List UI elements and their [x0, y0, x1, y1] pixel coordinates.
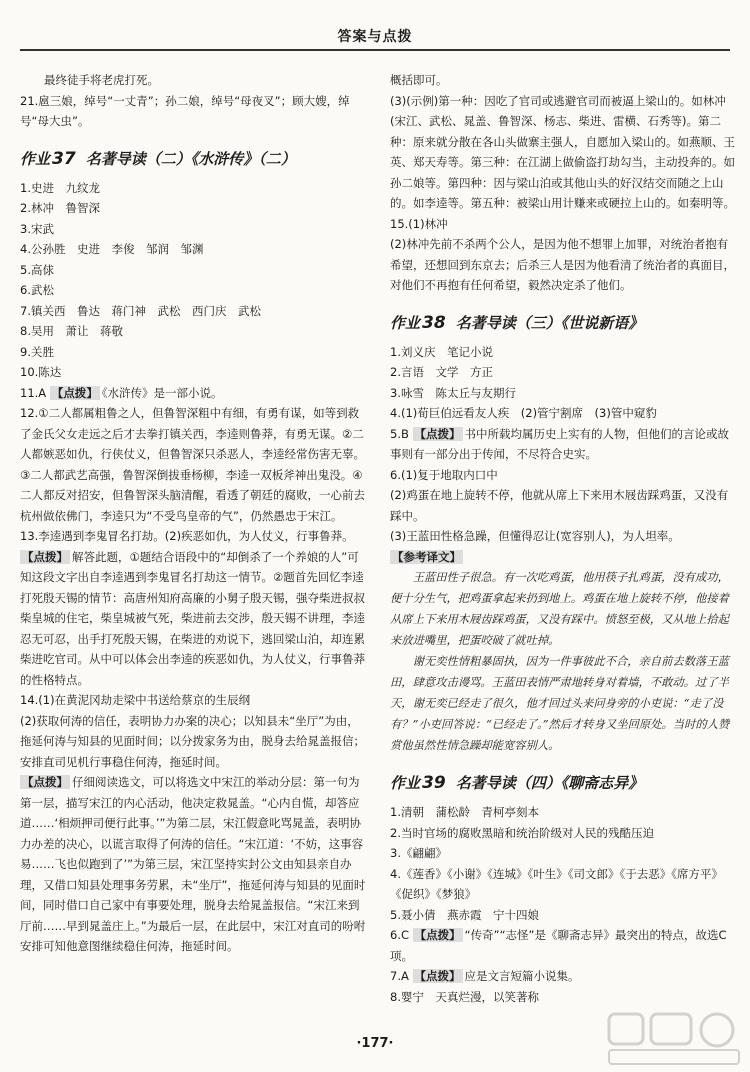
answer-item-6: 6.(1)复于地取内口中 — [390, 467, 498, 482]
section-number: 38 — [422, 312, 446, 333]
answer-item: 8.吴用 萧让 蒋敬 — [20, 324, 123, 338]
right-column — [390, 70, 735, 1007]
tip-badge: 【点拨】 — [414, 928, 461, 942]
tip-badge: 【点拨】 — [51, 385, 98, 400]
answer-choice: 7.A — [390, 969, 409, 983]
left-pre-line: 21.扈三娘，绰号“一丈青”；孙二娘，绰号“母夜叉”；顾大嫂，绰号“母大虫”。 — [20, 93, 350, 128]
page-header-title: 答案与点拨 — [337, 29, 413, 45]
answer-item: 7.镇关西 鲁达 蒋门神 武松 西门庆 武松 — [20, 303, 261, 318]
tip-text: 仔细阅读选文，可以将选文中宋江的举动分层：第一句为第一层，描写宋江的内心活动，他决定救晁盖。“心内自慌，却答应道……‘相烦押司便行此事。’”为第二层，宋江假意叱骂晁盖，表明协力办差的决心，以谎言取得了何涛的信任。“宋江道：‘不妨，这事容易……飞也似跑到了’”为第三层，宋江坚持实封公文由知县亲自办理，又借口知县处理事务劳累，未“坐厅”，拖延何涛与知县的见面时间，同时借口自己家中有事要处理，脱身去给晁盖报信。“宋江来到厅前……早到晁盖庄上。”为最后一层，在此层中，宋江对直司的吩咐安排可知他意图继续稳住何涛，拖延时间。 — [20, 775, 366, 953]
tip-badge: 【点拨】 — [22, 775, 68, 789]
section-heading: 名著导读（二）《水浒传》（二） — [85, 149, 296, 168]
answer-item: 6.武松 — [20, 283, 54, 297]
answer-item: 4.《莲香》《小谢》《连城》《叶生》《司文郎》《于去恶》《席方平》《促织》《梦狼》 — [390, 866, 723, 901]
answer-item-5 — [390, 424, 735, 465]
answer-item-13: 13.李逵遇到李鬼冒名打劫。(2)疾恶如仇，为人仗义，行事鲁莽。 — [20, 529, 354, 543]
section-label: 作业 — [390, 313, 421, 332]
answer-item: 2.林冲 鲁智深 — [20, 201, 100, 215]
header-rule — [20, 49, 730, 51]
answer-item: 2.言语 文学 方正 — [390, 365, 493, 379]
answer-item-7 — [390, 966, 735, 987]
answer-item: 4.公孙胜 史进 李俊 邹润 邹渊 — [20, 242, 204, 256]
tip-text: “传奇”“志怪”是《聊斋志异》最突出的特点，故选C项。 — [390, 928, 727, 963]
right-pre-line: (2)林冲先前不杀两个公人，是因为他不想罪上加罪，对统治者抱有希望，还想回到东京去；后杀三人是因为他看清了统治者的真面目，对他们不再抱有任何希望，毅然决定杀了他们。 — [390, 237, 735, 292]
answer-item-14-2: (2)获取何涛的信任，表明协力办案的决心；以知县未“坐厅”为由，拖延何涛与知县的见面时间；以分拨家务为由，脱身去给晁盖报信；安排直司见机行事稳住何涛，拖延时间。 — [20, 713, 365, 769]
answer-item-6: (2)鸡蛋在地上旋转不停，他就从席上下来用木屐齿踩鸡蛋，又没有踩中。 — [390, 488, 729, 523]
answer-item: 3.咏雪 陈太丘与友期行 — [390, 385, 516, 400]
section-heading: 名著导读（三）《世说新语》 — [455, 313, 644, 332]
answer-item-8: 8.婴宁 天真烂漫，以笑著称 — [390, 989, 539, 1004]
answer-item: 4.(1)荀巨伯远看友人疾 (2)管宁割席 (3)管中窥豹 — [390, 406, 657, 420]
translation-text — [390, 567, 735, 756]
answer-choice: 6.C — [390, 928, 410, 942]
section-title-38 — [390, 312, 735, 334]
left-pre-line: 最终徒手将老虎打死。 — [44, 73, 159, 87]
answer-item: 2.当时官场的腐败黑暗和统治阶级对人民的残酷压迫 — [390, 825, 654, 840]
answer-choice: 11.A — [20, 385, 47, 400]
answer-tip-14 — [20, 772, 370, 957]
right-pre-line: 概括即可。 — [390, 73, 448, 87]
answer-item-6: (3)王蓝田性格急躁，但懂得忍让(宽容别人)，为人坦率。 — [390, 529, 680, 543]
page-number: ·177· — [356, 1036, 394, 1051]
watermark-logo-icon — [605, 1010, 745, 1068]
answer-item: 1.刘义庆 笔记小说 — [390, 344, 493, 359]
tip-badge: 【点拨】 — [414, 969, 461, 983]
page-header — [0, 0, 750, 54]
tip-text: 《水浒传》是一部小说。 — [101, 385, 223, 400]
answer-item: 5.高俅 — [20, 262, 54, 277]
answer-item-6c — [390, 925, 735, 966]
tip-text: 解答此题，①题结合语段中的“却倒杀了一个养娘的人”可知这段文字出自李逵遇到李鬼冒名打劫这一情节。②题首先回忆李逵打死殷天锡的情节：高唐州知府高廉的小舅子殷天锡，强夺柴进叔叔柴皇城的住宅，柴皇城被气死，柴进前去交涉，殷天锡不讲理，李逵忍无可忍，出手打死殷天锡，在柴进的劝说下，逃回梁山泊，却连累柴进吃官司。从中可以体会出李逵的疾恶如仇，为人仗义，行事鲁莽的性格特点。 — [20, 549, 365, 687]
tip-badge: 【参考译文】 — [392, 549, 461, 564]
translation-paragraph: 王蓝田性子很急。有一次吃鸡蛋，他用筷子扎鸡蛋，没有成功，便十分生气，把鸡蛋拿起来扔到地上。鸡蛋在地上旋转不停，他接着从席上下来用木屐齿踩鸡蛋，又没有踩中。愤怒至极，又从地上拾起来放进嘴里，把蛋咬破了就吐掉。 — [390, 571, 729, 647]
left-column — [20, 70, 370, 957]
answer-item-11 — [20, 383, 370, 404]
answer-tip-13 — [20, 547, 370, 691]
answer-item: 1.史进 九纹龙 — [20, 180, 100, 195]
translation-paragraph: 谢无奕性情粗暴固执，因为一件事彼此不合，亲自前去数落王蓝田，肆意攻击谩骂。王蓝田表情严肃地转身对着墙，不敢动。过了半天，谢无奕已经走了很久，他才回过头来问身旁的小吏说：“走了没有？”小吏回答说：“已经走了。”然后才转身又坐回原处。当时的人赞赏他虽然性情急躁却能宽容别人。 — [390, 655, 730, 752]
answer-item: 10.陈达 — [20, 365, 62, 379]
right-pre-line: 15.(1)林冲 — [390, 216, 448, 231]
answer-item: 3.《翩翩》 — [390, 846, 447, 860]
answer-item: 5.聂小倩 燕赤霞 宁十四娘 — [390, 907, 539, 922]
section-title-39 — [390, 772, 735, 794]
watermark-logo-icon — [605, 1010, 745, 1068]
answer-item-12: 12.①二人都属粗鲁之人，但鲁智深粗中有细，有勇有谋，如等到救了金氏父女走远之后才去拳打镇关西，李逵则鲁莽，有勇无谋。②二人都嫉恶如仇，行侠仗义，但鲁智深只杀恶人，李逵经常伤害无辜。③二人都武艺高强，鲁智深倒拔垂杨柳，李逵一双板斧神出鬼没。④二人都反对招安，但鲁智深头脑清醒，看透了朝廷的腐败，一心前去杭州做依佛门，李逵只为“不受鸟皇帝的气”，仍然愚忠于宋江。 — [20, 406, 365, 523]
tip-badge: 【点拨】 — [414, 426, 461, 441]
tip-text: 应是文言短篇小说集。 — [464, 969, 580, 983]
answer-choice: 5.B — [390, 426, 409, 441]
right-pre-line: (3)(示例)第一种：因吃了官司或逃避官司而被逼上梁山的。如林冲(宋江、武松、晁盖、鲁智深、杨志、柴进、雷横、石秀等)。第二种：原来就分散在各山头做寨主强人，自愿加入梁山的。如燕顺、王英、郑天寿等。第三种：在江湖上做偷盗打劫勾当，主动投奔的。如孙二娘等。第四种：因与梁山泊或其他山头的好汉结交而随之上山的。如李逵等。第五种：被梁山用计赚来或硬拉上山的。如秦明等。 — [390, 93, 735, 210]
answer-item: 3.宋武 — [20, 221, 54, 236]
section-number: 39 — [422, 773, 446, 793]
answer-item: 9.关胜 — [20, 344, 54, 359]
translation-label — [390, 547, 735, 568]
answer-item-14: 14.(1)在黄泥冈劫走梁中书送给蔡京的生辰纲 — [20, 693, 251, 707]
tip-badge: 【点拨】 — [22, 549, 68, 564]
section-number: 37 — [52, 148, 76, 169]
section-label: 作业 — [390, 774, 421, 792]
section-label: 作业 — [20, 149, 51, 168]
section-title-37 — [20, 148, 370, 170]
answer-item: 1.清朝 蒲松龄 青柯亭刻本 — [390, 805, 539, 819]
section-heading: 名著导读（四）《聊斋志异》 — [455, 774, 644, 792]
tip-text: 书中所载均属历史上实有的人物，但他们的言论或故事则有一部分出于传闻，不尽符合史实。 — [390, 426, 730, 461]
